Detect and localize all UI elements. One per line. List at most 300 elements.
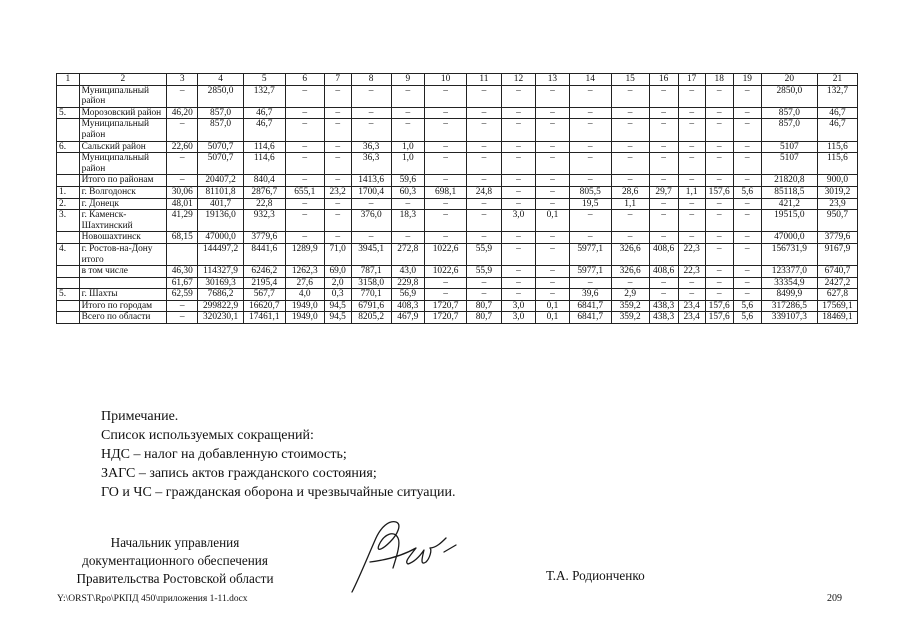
value-cell: – [705,175,733,187]
value-cell: – [425,153,467,175]
value-cell: – [501,232,536,244]
value-cell: 33354,9 [761,277,817,289]
signatory-title-line: Правительства Ростовской области [76,571,274,586]
value-cell: 1262,3 [285,266,324,278]
row-label-cell: Сальский район [79,141,166,153]
value-cell: – [649,277,678,289]
value-cell: – [569,232,611,244]
value-cell: 47000,0 [761,232,817,244]
row-number-cell: 3. [57,210,80,232]
value-cell: 39,6 [569,289,611,301]
value-cell: – [501,243,536,265]
value-cell: 157,6 [705,186,733,198]
value-cell: – [467,153,502,175]
value-cell: – [569,107,611,119]
value-cell: – [501,85,536,107]
value-cell: – [733,85,761,107]
value-cell: 857,0 [761,119,817,141]
value-cell: 2850,0 [761,85,817,107]
value-cell: – [285,141,324,153]
value-cell: 698,1 [425,186,467,198]
row-number-cell: 6. [57,141,80,153]
column-header: 21 [817,74,857,86]
value-cell: – [536,289,569,301]
value-cell: – [501,186,536,198]
value-cell: 339107,3 [761,312,817,324]
value-cell: 840,4 [243,175,285,187]
value-cell: – [536,175,569,187]
value-cell: 359,2 [611,300,649,312]
column-header: 9 [391,74,424,86]
value-cell: 23,9 [817,198,857,210]
value-cell: 46,7 [817,119,857,141]
value-cell: – [285,232,324,244]
value-cell: 6841,7 [569,312,611,324]
signatory-title [58,534,292,588]
value-cell: 56,9 [391,289,424,301]
notes-section [101,407,456,502]
value-cell: 317286,5 [761,300,817,312]
value-cell: – [501,289,536,301]
value-cell: 5977,1 [569,266,611,278]
value-cell: – [705,232,733,244]
value-cell: – [467,141,502,153]
value-cell: 115,6 [817,153,857,175]
value-cell: 8205,2 [351,312,391,324]
value-cell: – [733,232,761,244]
value-cell: 326,6 [611,266,649,278]
column-header: 14 [569,74,611,86]
value-cell: – [705,289,733,301]
value-cell: 20407,2 [198,175,243,187]
value-cell: – [678,153,705,175]
value-cell: 272,8 [391,243,424,265]
value-cell: 900,0 [817,175,857,187]
value-cell: 43,0 [391,266,424,278]
value-cell: 0,1 [536,300,569,312]
table-row [57,107,858,119]
value-cell: 1949,0 [285,300,324,312]
column-header: 18 [705,74,733,86]
value-cell: – [611,232,649,244]
value-cell: – [569,141,611,153]
row-label-cell: г. Ростов-на-Дону итого [79,243,166,265]
value-cell: 408,6 [649,243,678,265]
value-cell: – [705,153,733,175]
value-cell: 132,7 [243,85,285,107]
value-cell: – [391,107,424,119]
value-cell: – [324,85,351,107]
value-cell: 3158,0 [351,277,391,289]
table-row [57,153,858,175]
value-cell: 46,30 [167,266,198,278]
value-cell: – [425,107,467,119]
value-cell: 157,6 [705,312,733,324]
value-cell: 5070,7 [198,141,243,153]
value-cell: – [705,198,733,210]
value-cell: – [324,175,351,187]
value-cell: 68,15 [167,232,198,244]
value-cell: – [501,153,536,175]
value-cell: – [536,85,569,107]
value-cell: 401,7 [198,198,243,210]
column-header: 11 [467,74,502,86]
value-cell: – [501,266,536,278]
value-cell: 857,0 [198,107,243,119]
value-cell: – [649,289,678,301]
value-cell: 408,6 [649,266,678,278]
value-cell: 46,20 [167,107,198,119]
value-cell: 567,7 [243,289,285,301]
value-cell: 857,0 [198,119,243,141]
value-cell: 22,3 [678,243,705,265]
value-cell: 2876,7 [243,186,285,198]
value-cell: – [167,312,198,324]
table-row [57,312,858,324]
note-line: ГО и ЧС – гражданская оборона и чрезвычайные ситуации. [101,485,456,500]
handwritten-signature [346,512,458,596]
column-header: 2 [79,74,166,86]
value-cell: – [425,277,467,289]
value-cell: – [536,153,569,175]
value-cell: 6841,7 [569,300,611,312]
table-row [57,232,858,244]
value-cell: 18,3 [391,210,424,232]
value-cell: 1949,0 [285,312,324,324]
value-cell: 627,8 [817,289,857,301]
value-cell: – [733,210,761,232]
table-row [57,243,858,265]
value-cell: 36,3 [351,153,391,175]
value-cell: – [536,107,569,119]
value-cell: – [611,153,649,175]
value-cell: – [536,186,569,198]
value-cell: – [391,119,424,141]
value-cell: – [425,85,467,107]
file-path: Y:\ORST\Rpo\РКПД 450\приложения 1-11.docx [57,594,248,604]
value-cell: 467,9 [391,312,424,324]
column-header: 3 [167,74,198,86]
column-header: 19 [733,74,761,86]
value-cell: – [467,289,502,301]
value-cell: – [678,175,705,187]
value-cell: 47000,0 [198,232,243,244]
value-cell: – [391,85,424,107]
value-cell: 0,1 [536,210,569,232]
row-label-cell: Муниципальный район [79,85,166,107]
value-cell: 1720,7 [425,300,467,312]
value-cell: 950,7 [817,210,857,232]
value-cell: 69,0 [324,266,351,278]
value-cell: – [649,232,678,244]
value-cell: 22,60 [167,141,198,153]
value-cell: – [569,119,611,141]
value-cell: 3945,1 [351,243,391,265]
value-cell: – [611,277,649,289]
value-cell: – [167,175,198,187]
value-cell: 1022,6 [425,243,467,265]
value-cell: – [678,85,705,107]
value-cell: – [391,232,424,244]
row-number-cell [57,312,80,324]
value-cell: – [467,107,502,119]
value-cell: 5977,1 [569,243,611,265]
value-cell: – [467,210,502,232]
row-number-cell: 1. [57,186,80,198]
column-header: 6 [285,74,324,86]
value-cell: 21820,8 [761,175,817,187]
value-cell: – [705,107,733,119]
value-cell: – [167,300,198,312]
value-cell: 6791,6 [351,300,391,312]
value-cell: – [569,277,611,289]
value-cell: 156731,9 [761,243,817,265]
value-cell: – [467,232,502,244]
table-row [57,119,858,141]
signatory-title-line: Начальник управления [110,535,240,550]
value-cell: – [569,175,611,187]
value-cell: – [733,107,761,119]
row-number-cell [57,232,80,244]
column-header: 4 [198,74,243,86]
value-cell: – [733,266,761,278]
value-cell: – [536,119,569,141]
value-cell: 1,1 [611,198,649,210]
table-row [57,289,858,301]
value-cell: 376,0 [351,210,391,232]
value-cell: 59,6 [391,175,424,187]
value-cell: 115,6 [817,141,857,153]
value-cell: 805,5 [569,186,611,198]
value-cell: – [425,198,467,210]
value-cell: – [649,210,678,232]
value-cell: 1700,4 [351,186,391,198]
value-cell: 359,2 [611,312,649,324]
value-cell: 30,06 [167,186,198,198]
table-body [57,85,858,323]
value-cell: – [733,289,761,301]
value-cell: – [705,243,733,265]
value-cell: – [501,107,536,119]
value-cell: – [569,210,611,232]
value-cell: – [425,119,467,141]
value-cell: 48,01 [167,198,198,210]
value-cell: 22,3 [678,266,705,278]
value-cell: 299822,9 [198,300,243,312]
value-cell: 17569,1 [817,300,857,312]
note-line: ЗАГС – запись актов гражданского состояния; [101,466,377,481]
value-cell: – [324,210,351,232]
value-cell: – [611,107,649,119]
value-cell: 5,6 [733,186,761,198]
table-header-row [57,74,858,86]
value-cell: 1413,6 [351,175,391,187]
value-cell: 19,5 [569,198,611,210]
value-cell: 23,2 [324,186,351,198]
value-cell: – [324,119,351,141]
value-cell: 30169,3 [198,277,243,289]
value-cell: – [733,141,761,153]
table-row [57,266,858,278]
value-cell: – [467,198,502,210]
value-cell: – [324,198,351,210]
page-number: 209 [827,593,842,604]
value-cell: 3019,2 [817,186,857,198]
value-cell: 8441,6 [243,243,285,265]
value-cell: – [391,198,424,210]
row-label-cell: г. Волгодонск [79,186,166,198]
value-cell: – [678,141,705,153]
value-cell: 408,3 [391,300,424,312]
value-cell: – [501,119,536,141]
value-cell: 46,7 [817,107,857,119]
value-cell: – [733,198,761,210]
table-row [57,85,858,107]
value-cell: 932,3 [243,210,285,232]
row-label-cell: Морозовский район [79,107,166,119]
row-number-cell: 5. [57,289,80,301]
value-cell: – [285,198,324,210]
value-cell: 114,6 [243,141,285,153]
value-cell: – [536,232,569,244]
value-cell: 61,67 [167,277,198,289]
value-cell: 857,0 [761,107,817,119]
column-header: 16 [649,74,678,86]
value-cell: 2850,0 [198,85,243,107]
value-cell: – [705,210,733,232]
value-cell: – [678,232,705,244]
value-cell: 1022,6 [425,266,467,278]
value-cell: 19515,0 [761,210,817,232]
value-cell: – [678,198,705,210]
row-label-cell: в том числе [79,266,166,278]
value-cell: – [611,141,649,153]
value-cell: – [733,243,761,265]
value-cell: – [501,277,536,289]
value-cell: – [678,119,705,141]
note-line: Список используемых сокращений: [101,428,314,443]
value-cell: – [649,141,678,153]
signatory-name: Т.А. Родионченко [546,568,645,583]
row-label-cell: Новошахтинск [79,232,166,244]
value-cell: 60,3 [391,186,424,198]
table-row [57,210,858,232]
value-cell: – [324,107,351,119]
value-cell: 438,3 [649,300,678,312]
value-cell: – [678,107,705,119]
value-cell: – [467,85,502,107]
value-cell: 41,29 [167,210,198,232]
value-cell: – [649,198,678,210]
value-cell: 655,1 [285,186,324,198]
value-cell: – [351,107,391,119]
value-cell: – [425,232,467,244]
value-cell: – [285,153,324,175]
column-header: 7 [324,74,351,86]
value-cell: – [733,175,761,187]
value-cell: – [167,153,198,175]
row-number-cell: 2. [57,198,80,210]
value-cell: – [536,243,569,265]
value-cell: 132,7 [817,85,857,107]
value-cell: 2195,4 [243,277,285,289]
column-header: 20 [761,74,817,86]
column-header: 10 [425,74,467,86]
value-cell [167,243,198,265]
value-cell: – [678,210,705,232]
value-cell: 71,0 [324,243,351,265]
value-cell: – [324,141,351,153]
value-cell: – [649,153,678,175]
value-cell: – [501,141,536,153]
value-cell: 94,5 [324,312,351,324]
value-cell: 320230,1 [198,312,243,324]
value-cell: 94,5 [324,300,351,312]
value-cell: 114327,9 [198,266,243,278]
value-cell: 421,2 [761,198,817,210]
value-cell: 1,1 [678,186,705,198]
value-cell: – [467,119,502,141]
value-cell: 46,7 [243,107,285,119]
value-cell: 123377,0 [761,266,817,278]
value-cell: 5070,7 [198,153,243,175]
value-cell: 0,1 [536,312,569,324]
value-cell: – [611,175,649,187]
value-cell: – [501,198,536,210]
row-label-cell: Муниципальный район [79,153,166,175]
value-cell: 23,4 [678,312,705,324]
value-cell: – [649,119,678,141]
value-cell: – [167,119,198,141]
value-cell: 36,3 [351,141,391,153]
value-cell: – [351,85,391,107]
value-cell: – [569,153,611,175]
column-header: 8 [351,74,391,86]
value-cell: – [467,175,502,187]
value-cell: 9167,9 [817,243,857,265]
row-number-cell [57,153,80,175]
value-cell: – [536,198,569,210]
value-cell: 229,8 [391,277,424,289]
value-cell: – [285,107,324,119]
row-label-cell [79,277,166,289]
column-header: 1 [57,74,80,86]
column-header: 5 [243,74,285,86]
value-cell: 27,6 [285,277,324,289]
value-cell: 5,6 [733,312,761,324]
value-cell: – [285,119,324,141]
value-cell: 17461,1 [243,312,285,324]
value-cell: – [324,232,351,244]
value-cell: 85118,5 [761,186,817,198]
row-number-cell: 4. [57,243,80,265]
value-cell: – [733,153,761,175]
value-cell: 6740,7 [817,266,857,278]
value-cell: 23,4 [678,300,705,312]
value-cell: 1,0 [391,141,424,153]
value-cell: – [705,141,733,153]
value-cell: 2,0 [324,277,351,289]
value-cell: – [611,119,649,141]
value-cell: 770,1 [351,289,391,301]
value-cell: – [705,277,733,289]
value-cell: – [285,175,324,187]
value-cell: 3779,6 [243,232,285,244]
row-label-cell: Итого по районам [79,175,166,187]
row-number-cell [57,119,80,141]
signatory-title-line: документационного обеспечения [82,553,268,568]
value-cell: – [705,119,733,141]
